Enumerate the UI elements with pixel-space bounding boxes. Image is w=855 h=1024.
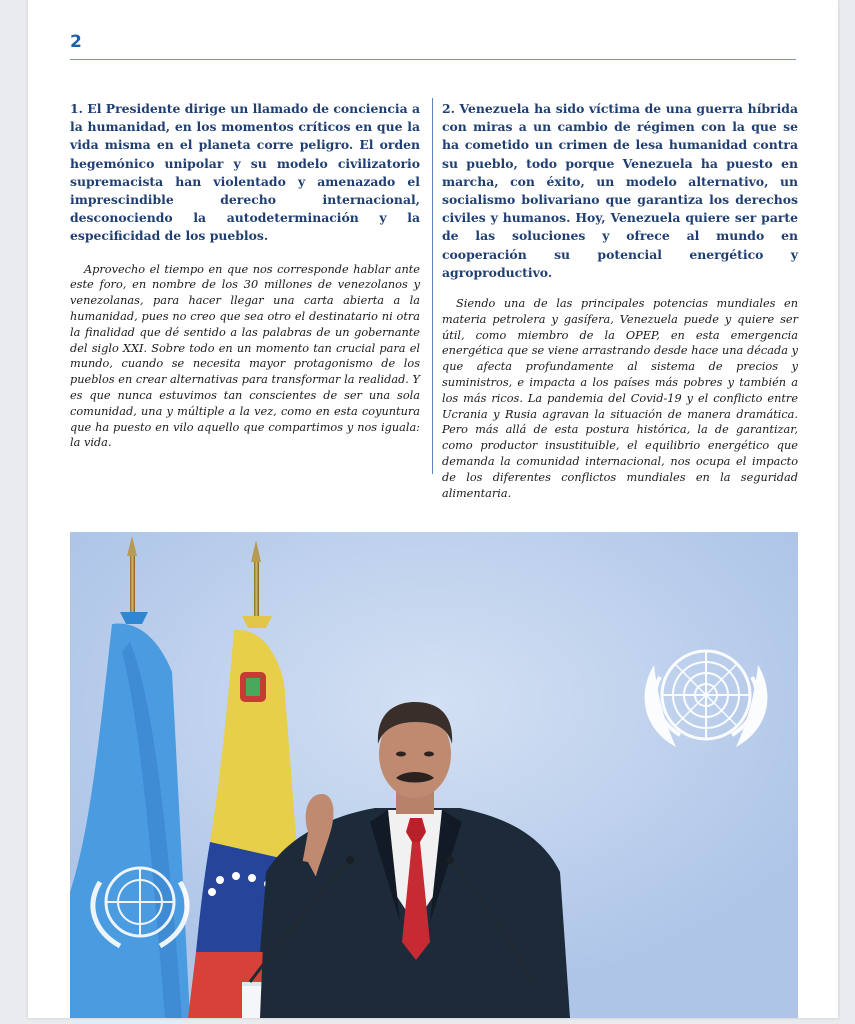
page-number: 2 [70, 32, 82, 52]
column-divider [432, 98, 433, 474]
left-column [70, 100, 420, 451]
left-lead-paragraph: 1. El Presidente dirige un llamado de conciencia a la humanidad, en los momentos críticos en que la vida misma en el planeta corre peligro. El orden hegemónico unipolar y su modelo civilizatorio supremacista han violentado y amenazado el imprescindible derecho internacional, desconociendo la autodeterminación y la especificidad de los pueblos. [70, 101, 420, 244]
right-column [442, 100, 798, 501]
header-rule [70, 59, 796, 60]
right-lead-paragraph: 2. Venezuela ha sido víctima de una guerra híbrida con miras a un cambio de régimen con la que se ha cometido un crimen de lesa humanidad contra su pueblo, todo porque Venezuela ha puesto en marcha, con éxito, un modelo alternativo, un socialismo bolivariano que garantiza los derechos civiles y humanos. Hoy, Venezuela quiere ser parte de las soluciones y ofrece al mundo en cooperación su potencial energético y agroproductivo. [442, 101, 798, 280]
speaker-photo-illustration [70, 532, 798, 1018]
document-page [28, 0, 838, 1018]
right-body-paragraph: Siendo una de las principales potencias mundiales en materia petrolera y gasífera, Venezuela puede y quiere ser útil, como miembro de la OPEP, en esta emergencia energética que se viene arrastrando desde hace una década y que afecta profundamente al sistema de precios y suministros, e impacta a los países más pobres y también a los más ricos. La pandemia del Covid-19 y el conflicto entre Ucrania y Rusia agravan la situación de manera dramática. Pero más allá de esta postura histórica, la de garantizar, como productor insustituible, el equilibrio energético que demanda la comunidad internacional, nos ocupa el impacto de los diferentes conflictos mundiales en la seguridad alimentaria. [442, 297, 798, 500]
left-body-paragraph: Aprovecho el tiempo en que nos corresponde hablar ante este foro, en nombre de los 30 millones de venezolanos y venezolanas, para hacer llegar una carta abierta a la humanidad, pues no creo que sea otro el destinatario ni otra la finalidad que dé sentido a las palabras de un gobernante del siglo XXI. Sobre todo en un momento tan crucial para el mundo, cuando se necesita mayor protagonismo de los pueblos en crear alternativas para transformar la realidad. Y es que nunca estuvimos tan conscientes de ser una sola comunidad, una y múltiple a la vez, como en esta coyuntura que ha puesto en vilo aquello que compartimos y nos iguala: la vida. [70, 262, 420, 450]
speaker-photo [70, 532, 798, 1018]
